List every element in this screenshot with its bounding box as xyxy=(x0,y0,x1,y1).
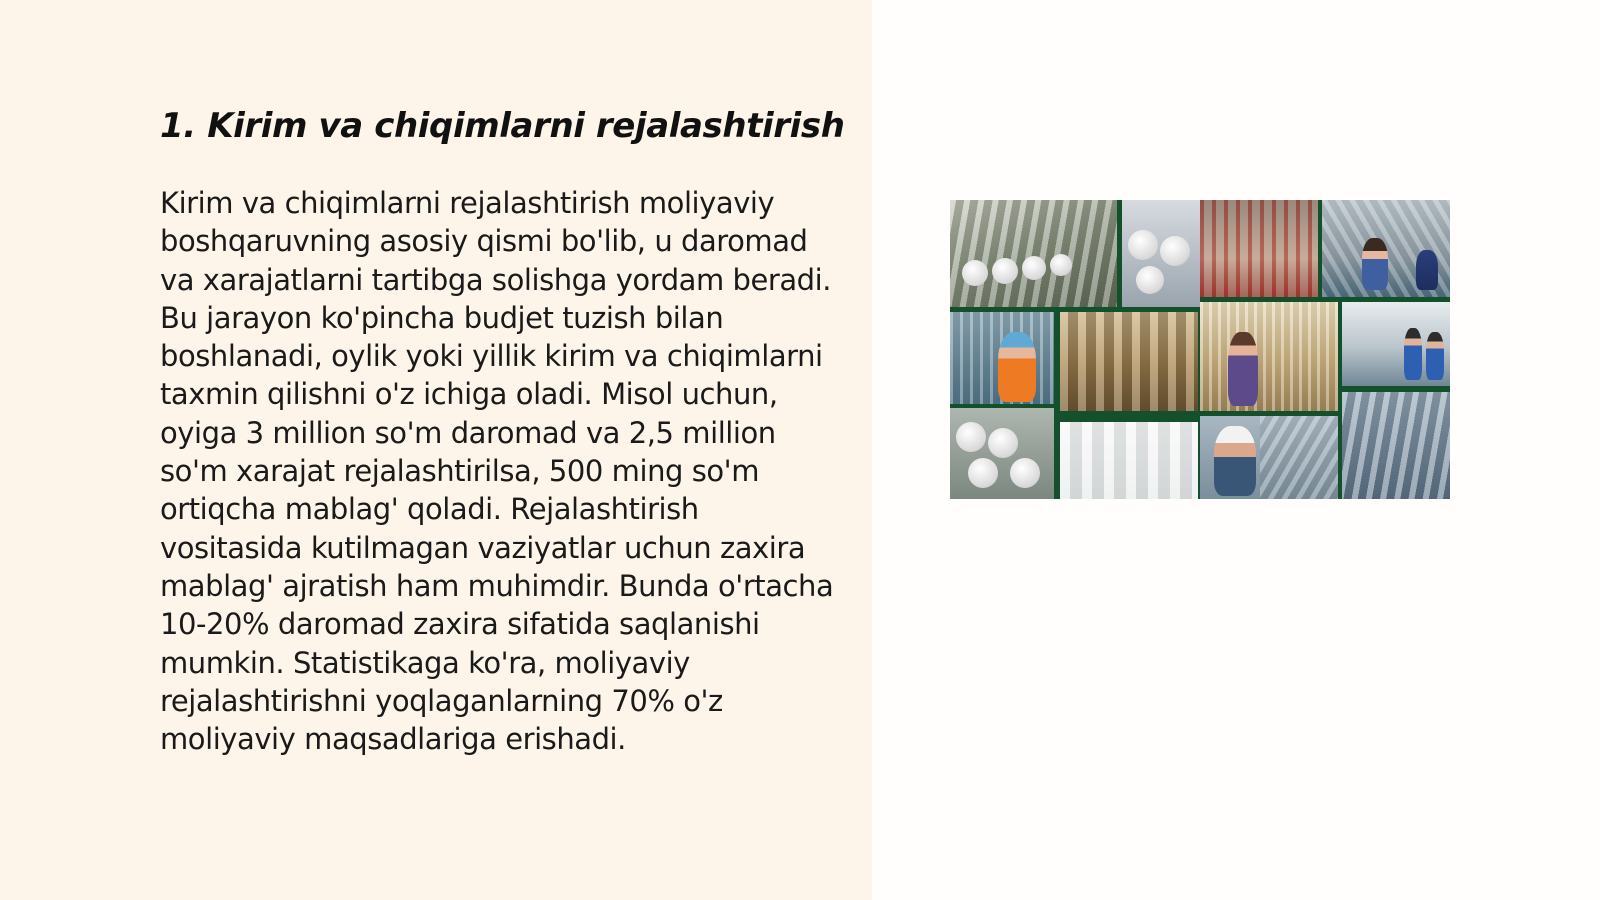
collage-tile-white-fabric xyxy=(1060,422,1198,499)
slide-body-text: Kirim va chiqimlarni rejalashtirish moliyaviy boshqaruvning asosiy qismi bo'lib, u daromad va xarajatlarni tartibga solishga yordam beradi. Bu jarayon ko'pincha budjet tuzish bilan boshlanadi, oylik yoki yillik kirim va chiqimlarni taxmin qilishni o'z ichiga oladi. Misol uchun, oyiga 3 million so'm daromad va 2,5 million so'm xarajat rejalashtirilsa, 500 ming so'm ortiqcha mablag' qoladi. Rejalashtirish vositasida kutilmagan vaziyatlar uchun zaxira mablag' ajratish ham muhimdir. Bunda o'rtacha 10-20% daromad zaxira sifatida saqlanishi mumkin. Statistikaga ko'ra, moliyaviy rejalashtirishni yoqlaganlarning 70% o'z moliyaviy maqsadlariga erishadi. xyxy=(160,186,834,757)
slide-title: 1. Kirim va chiqimlarni rejalashtirish xyxy=(160,106,845,146)
collage-tile-machine-hall xyxy=(1060,312,1198,411)
collage-tile-spinning-machines xyxy=(950,200,1117,307)
collage-tile-fabric-machine xyxy=(1342,392,1450,499)
collage-tile-workers-blue-uniform xyxy=(1342,302,1450,386)
collage-tile-worker-orange-shirt xyxy=(950,312,1054,404)
collage-tile-worker-at-loom xyxy=(1200,302,1338,411)
collage-tile-white-yarn-bobbins xyxy=(1122,200,1200,307)
collage-tile-worker-overhead xyxy=(1322,200,1450,297)
collage-tile-worker-headscarf xyxy=(1200,416,1338,499)
collage-tile-cotton-cones xyxy=(950,408,1054,499)
collage-tile-red-thread-frames xyxy=(1200,200,1318,297)
textile-factory-photo-collage xyxy=(950,200,1450,499)
